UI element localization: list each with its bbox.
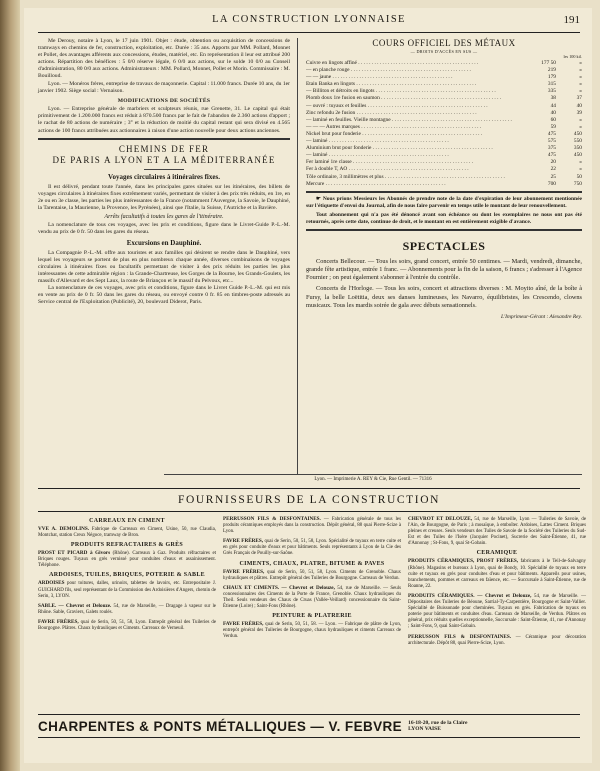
metal-price: » xyxy=(579,123,582,130)
metal-price: 40 xyxy=(576,102,582,109)
ad-category-heading: CIMENTS, CHAUX, PLATRE, BITUME & PAVES xyxy=(239,560,385,567)
metal-name: Etain Banka en lingots . . . xyxy=(306,81,526,88)
metal-price: 59 xyxy=(550,123,556,130)
paragraph: La nomenclature de tous ces voyages, avec les prix et conditions, figure dans le Livret-Guide P.-L.-M. vendu au prix de 0 fr. 50 dans les gares du réseau. xyxy=(38,221,290,235)
spectacles-heading: SPECTACLES xyxy=(402,238,486,253)
metal-row xyxy=(306,117,582,124)
metal-price: 350 xyxy=(573,145,582,152)
advertisement xyxy=(408,558,586,589)
advertisement-text: quai de Serin, 50, 51, 58, Lyon. Spécialité de tuyaux en terre cuite et en grès pour conduite d'eaux et pour bâtiments. Seuls représentants à Lyon de la Cie des Grès Français de Pouilly-sur-Saône. xyxy=(223,539,401,557)
metal-price: » xyxy=(579,166,582,173)
page-header xyxy=(38,14,580,30)
journal-title: LA CONSTRUCTION LYONNAISE xyxy=(212,14,406,25)
advertiser-name: PROST ET PICARD à Givors xyxy=(38,550,111,557)
metal-name: — ouvré : tuyaux et feuilles . . . xyxy=(306,103,526,110)
advertisement-text: pour toitures, dalles, urinoirs, tablettes de lavoirs, etc. Entrepositaire J. GUICHARD fils, seul représentant de la Commission des Ardoisières d'Angers, chemin de Serin, 3, LYON. xyxy=(38,581,216,599)
advertiser-name: PERRUSSON FILS & DESFONTAINES. xyxy=(408,633,512,640)
metal-name: Cuivre en lingots affiné . . . xyxy=(306,60,526,67)
advertisement-text: quai de Serin, 50, 51, 58, Lyon. Entrepôt général des Tuileries de Bourgogne. Plâtres. Chaux hydrauliques et Ciments. Carreaux de Verneuil. xyxy=(38,619,216,632)
spectacle-item: Concerts de l'Horloge. — Tous les soirs, concert et attractions diverses : M. Moyito aîné, de la boîte à Fursy, la belle Loëtitia, deux ses danses lumineuses, les Navarro, équilibristes, les Crescendo, clowns musicaux. Tous les mardis soirée de gala avec débuts sensationnels. xyxy=(306,285,582,309)
metal-price: 39 xyxy=(576,109,582,116)
advertiser-name: FAVRE FRÈRES, xyxy=(223,621,264,628)
section-heading: Voyages circulaires à itinéraires fixes. xyxy=(108,172,220,181)
paragraph: La Compagnie P.-L.-M. offre aux touristes et aux familles qui désirent se rendre dans le Dauphiné, vers lequel les voyageurs se portent de plus en plus nombreux chaque année, diverses combinaisons de voyages circulaires à itinéraires fixes ou facultatifs permettant de visiter à des prix réduits les parties les plus intéressantes de cette admirable région : la Grande-Chartreuse, les Gorges de la Bourne, les Grands-Goulets, les massifs d'Allevard et des Sept Laux, la route de Briançon et le massif du Pelvoux, etc... xyxy=(38,249,290,285)
paragraph: Il est délivré, pendant toute l'année, dans les principales gares situées sur les itinéraires, des billets de voyages circulaires à itinéraires fixes extrêmement variés, permettant de visiter à des prix très réduits, en 1re, en 2e ou en 3e classe, les parties les plus intéressantes de la France (notamment l'Auvergne, la Savoie, le Dauphiné, la Tarentaise, la Maurienne, la Provence, les Pyrénées), ainsi que l'Italie, la Suisse, l'Autriche et la Bavière. xyxy=(38,183,290,211)
metal-row xyxy=(306,124,582,131)
advertiser-name: ARDOISES xyxy=(38,580,65,587)
metal-price: 40 xyxy=(550,109,556,116)
metal-price: 20 xyxy=(550,159,556,166)
right-column xyxy=(306,38,582,320)
metal-row xyxy=(306,131,582,138)
metal-price: 22 xyxy=(550,166,556,173)
metal-price: » xyxy=(579,81,582,88)
metal-row xyxy=(306,159,582,166)
notice-text: Nous prions Messieurs les Abonnés de prendre note de la date d'expiration de leur abonnement mentionnée sur l'étiquette d'envoi du Journal, afin de nous faire parvenir en temps utile le montant de leur renouvellement. xyxy=(306,195,582,209)
advertisement-text: 54, rue de Marseille. — Seuls concessionnaires des Ciments de la Porte de France, Grenoble. Chaux hydrauliques du Theil. Seuls vendeurs des Chaux de Cruas (Vallée-Veillard) concessionnaire du Saint-Étienne (Loire) ; Saint-Fons (Rhône). xyxy=(223,585,401,610)
metal-price: 37 xyxy=(576,95,582,102)
metal-price: 315 xyxy=(547,81,556,88)
address-line: 16-18-20, rue de la Claire xyxy=(408,720,468,726)
printer-line: Lyon. — Imprimerie A. REY & Cie, Rue Gentil. — 71316 xyxy=(164,474,582,482)
metal-name: — — jaune . . . xyxy=(306,74,526,81)
metals-table xyxy=(306,60,582,188)
metal-price: 335 xyxy=(547,88,556,95)
section-heading: MODIFICATIONS DE SOCIÉTÉS xyxy=(117,98,211,105)
metal-price: 177 50 xyxy=(541,60,556,66)
divider xyxy=(144,169,184,170)
advertiser-name: PRODUITS CÉRAMIQUES. — Chevrot et Delouze, xyxy=(408,592,532,599)
advertisement-text: — Fabrication générale de tous les produits céramiques employés dans la construction. Dépôt général, 88 quai Pierre-Scize à Lyon. xyxy=(223,517,401,535)
metal-row xyxy=(306,103,582,110)
metal-name: — en planche rouge . . . xyxy=(306,67,526,74)
newspaper-page xyxy=(24,8,592,763)
left-column xyxy=(38,38,290,306)
hand-pointer-icon: ☛ xyxy=(316,195,323,202)
metal-price: » xyxy=(579,67,582,74)
advertiser-name: CHEVROT ET DELOUZE, xyxy=(408,516,473,522)
advertisement-text: 54, rue de Marseille. — Dépositaires des Tuileries de Béoune, Sarrial-Ty-Carpentière, Bourgogne et Saint-Vallier. Spécialité de Buissonade pour cheminées. Tuyaux en grès. Fabrication de tuyaux en poterie pour bâtiments et conduites d'eau. Carreaux de Marseille, de Verdun. Plâtres en général, prix réduits quelles exceptionnelle, Succursale : Saint-Étienne, 41, rue d'Annonay ; Saint-Fons, 9, quai Saint-Gobain. xyxy=(408,593,586,630)
advertisement xyxy=(38,619,216,632)
metal-price: » xyxy=(579,159,582,166)
advertisement-text: — Céramique pour décoration architecturale. Dépôt 88, quai Pierre-Scize, Lyon. xyxy=(408,634,587,646)
advertisement-text: 54, rue de Marseille, Lyon — Tuileries de Savoie, de l'Ain, de Bourgogne, de Paris ; à mosaïque, à emboîter. Ardoises, Lattes Ciment. Briques pleines et creuses. Seuls vendeurs des Tuiles de Savoie de la Société des Tuileries du Sud-Est et des Tuiles de l'Isère (Jacquier Pocinet), Sucrerie des Saint-Étienne, 41, rue d'Annonay ; St-Fons, 9, quai St-Gobain. xyxy=(408,517,586,547)
metal-price: 38 xyxy=(550,95,556,102)
metal-row xyxy=(306,145,582,152)
metal-row xyxy=(306,67,582,74)
metal-name: Aluminium brut pour fonderie . . . xyxy=(306,145,526,152)
column-divider xyxy=(297,38,298,474)
metal-price: 60 xyxy=(550,116,556,123)
metal-name: Zinc refondu 2e fusion . . . xyxy=(306,110,526,117)
subscription-notice-2: Tout abonnement qui n'a pas été dénoncé avant son échéance ou dont les exemplaires ne nous ont pas été retournés, après cette date, continue de droit, et le montant en est entièrement exigible d'avance. xyxy=(306,211,582,225)
metal-price: » xyxy=(579,116,582,123)
metal-row xyxy=(306,81,582,88)
metal-name: — laminé . . . xyxy=(306,138,526,145)
metals-subtitle: — DROITS D'ACCÈS EN SUS — xyxy=(410,49,478,54)
advertisement xyxy=(223,516,401,535)
subscription-notice xyxy=(306,196,582,210)
metal-name: Plomb doux 1re fusion en saumon . . . xyxy=(306,95,526,102)
paragraph: Lyon. — Entreprise générale de marbriers et sculpteurs réunis, rue Grenette, 31. Le capital qui était primitivement de 1.200.000 francs est réduit à 870.500 francs par le fait de l'abandon de 2.360 actions d'apport ; le rachat de 80 actions de numéraire ; 3° et la réduction de moitié du capital restant qui sera divisé en 4.565 actions de 100 francs attribuées aux actionnaires à raison d'une action nouvelle pour deux actions anciennes. xyxy=(38,106,290,134)
advertisement-text: Fabrique de Carreaux en Ciment, Usine, 50, rue Claudia, Montchat, station Creux Négoce, tramway de Bron. xyxy=(38,527,216,539)
advertisement xyxy=(223,585,401,610)
metal-row xyxy=(306,166,582,173)
unit-label: les 100 kil. xyxy=(563,54,582,59)
italic-note: Arrêts facultatifs à toutes les gares de l'itinéraire. xyxy=(104,213,224,220)
metal-row xyxy=(306,88,582,95)
advertisement-text: (Rhône). Carreaux à Gaz. Produits réfractaires et Briques rouges. Tuyaux en grès vernissé pour conduites d'eaux et assainissement. Téléphone. xyxy=(38,551,216,569)
advertisement xyxy=(38,526,216,539)
metal-price: 750 xyxy=(573,180,582,187)
advertiser-name: PERRUSSON FILS & DESFONTAINES. xyxy=(223,516,321,522)
metal-name: — laminé . . . xyxy=(306,152,526,159)
section-heading: Excursions en Dauphiné. xyxy=(126,238,202,247)
ads-column-2 xyxy=(223,516,401,643)
advertisement xyxy=(223,621,401,640)
metal-row xyxy=(306,174,582,181)
advertiser-name: CHAUX ET CIMENTS. — Chevrot et Delouze, xyxy=(223,584,335,591)
metal-name: Mercure . . . xyxy=(306,181,526,188)
divider xyxy=(306,191,582,193)
advertisement-text: 54, rue de Marseille, — Dragage à vapeur sur le Rhône. Sable, Graviers, Galets roulés. xyxy=(38,603,216,615)
metal-row xyxy=(306,60,582,67)
advertisement xyxy=(408,516,586,547)
metal-price: 475 xyxy=(547,152,556,159)
metal-price: 575 xyxy=(547,138,556,145)
metal-row xyxy=(306,74,582,81)
metal-price: 700 xyxy=(547,180,556,187)
paragraph: Me Derouy, notaire à Lyon, le 17 juin 1901. Objet : étude, obtention ou acquisition de concessions de tramways en chemins de fer, construction, exploitation, etc. Durée : 35 ans. Apports par MM. Pollard, Monnet et Pollet, des avantages afférents aux concessions, études, matériel, etc. En représentation il leur est attribué 200 actions. Répartition des bénéfices : 5 0/0 réserve légale, 6 0/0 aux actions, sur le solde 10 0/0 au Conseil d'administration, 80 0/0 aux actions. Administrateurs : MM. Pollard, Monnet, Pollet et Morin. Commissaire : M. Bouilloud. xyxy=(38,38,290,80)
metal-price: 375 xyxy=(547,145,556,152)
metal-price: » xyxy=(579,74,582,81)
spectacle-item: Concerts Bellecour. — Tous les soirs, grand concert, entrée 50 centimes. — Mardi, vendredi, dimanche, grande fête artistique, entrée 1 franc. — Abonnements pour la fin de la saison, 6 francs ; s'adresser à l'Agence Fournier ; on peut également s'abonner à l'entrée du contrôle. xyxy=(306,257,582,282)
paragraph: La nomenclature de ces voyages, avec prix et conditions, figure dans le Livret Guide P.-L.-M. qui est mis en vente au prix de 0 fr. 50 dans les gares du réseau, ou envoyé contre 0 fr. 85 en timbres-poste adressés au Service central de l'Exploitation (Publicité), 20, boulevard Diderot, Paris. xyxy=(38,285,290,306)
ad-category-heading: PEINTURE & PLATRERIE xyxy=(272,613,352,620)
metal-price: 475 xyxy=(547,130,556,137)
metal-row xyxy=(306,110,582,117)
ads-column-3 xyxy=(408,516,586,650)
advertisement-text: quai de Serin, 50, 51, 58. — Lyon. — Fabrique de plâtre de Lyon, entrepôt général des Tuileries de Bourgogne, chaux hydrauliques et ciments Carreaux de Verdun. xyxy=(223,622,401,640)
advertiser-name: PRODUITS CÉRAMIQUES, PROST FRÈRES, xyxy=(408,558,519,565)
advertisement xyxy=(408,634,586,647)
ads-column-1 xyxy=(38,516,216,635)
metal-name: Tôle ordinaire, 3 millimètres et plus . . . xyxy=(306,174,526,181)
advertisement xyxy=(38,603,216,616)
metal-row xyxy=(306,95,582,102)
advertiser-name: FAVRE FRÈRES, xyxy=(38,618,79,625)
metal-name: Fer laminé 1re classe . . . xyxy=(306,159,526,166)
advertisement-text: quai de Serin, 50, 51, 58, Lyon. Ciments de Grenoble. Chaux hydrauliques et plâtres. Entrepôt général des Tuileries de Bourgogne. Carreaux de Verdun. xyxy=(223,569,401,581)
metal-name: — — — Autres marques . . . xyxy=(306,124,526,131)
ad-category-heading: CARREAUX EN CIMENT xyxy=(89,518,165,524)
advertisement xyxy=(38,550,216,569)
metals-title: COURS OFFICIEL DES MÉTAUX xyxy=(372,38,516,48)
advertisement xyxy=(38,580,216,599)
ad-category-heading: PRODUITS REFRACTAIRES & GRÈS xyxy=(70,542,184,549)
metal-price: 44 xyxy=(550,102,556,109)
metal-price: 25 xyxy=(550,173,556,180)
ad-category-heading: ARDOISES, TUILES, BRIQUES, POTERIE & SABLE xyxy=(49,572,205,579)
metal-price: 179 xyxy=(547,74,556,81)
advertisement xyxy=(223,569,401,582)
book-spine xyxy=(0,0,20,771)
advertiser-name: VVE A. DEMOLINS. xyxy=(38,526,90,532)
metal-price: 550 xyxy=(573,138,582,145)
metal-name: Nickel brut pour fonderie . . . xyxy=(306,131,526,138)
metal-price: 450 xyxy=(573,152,582,159)
advertisement-text: fabricants à le Teil-de-Salvagny (Rhône). Magasins et bureaux à Lyon, quai de Bondy, 10. Spécialité de tuyaux en terre cuite et tuyaux en grès pour conduites d'eau et pour bâtiments. Appareils pour usines, branchements, pommes et carreaux en faïence, etc. — Succursale à Saint-Étienne, rue de Roanne, 22. xyxy=(408,559,587,589)
address-city: LYON VAISE xyxy=(408,726,441,732)
metal-row xyxy=(306,181,582,188)
metal-price: 50 xyxy=(576,173,582,180)
metal-price: » xyxy=(579,88,582,95)
advertiser-name: FAVRE FRÈRES, xyxy=(223,538,264,545)
advertiser-name: SABLE. — Chevrot et Delouze. xyxy=(38,602,112,609)
advertisement xyxy=(408,593,586,631)
section-rule xyxy=(38,488,580,489)
metal-price: 450 xyxy=(573,130,582,137)
divider xyxy=(38,138,290,140)
metal-name: — laminé en feuilles. Vieille montagne . . . xyxy=(306,117,526,124)
divider xyxy=(306,229,582,231)
advertisement xyxy=(223,538,401,557)
metal-row xyxy=(306,152,582,159)
railway-subtitle: DE PARIS A LYON ET A LA MÉDITERRANÉE xyxy=(52,154,276,165)
page-number: 191 xyxy=(563,14,580,26)
printer-signature: L'Imprimeur-Gérant : Alexandre Rey. xyxy=(501,313,582,320)
metal-price: » xyxy=(579,60,582,66)
railway-title: CHEMINS DE FER xyxy=(118,143,210,154)
advertiser-name: FAVRE FRÈRES, xyxy=(223,568,265,575)
bottom-advertisement xyxy=(38,714,580,738)
header-rule xyxy=(38,32,580,33)
bottom-ad-address xyxy=(408,720,467,732)
section-rule xyxy=(38,511,580,512)
metal-price: 219 xyxy=(547,67,556,74)
ad-category-heading: CERAMIQUE xyxy=(476,550,518,557)
suppliers-heading: FOURNISSEURS DE LA CONSTRUCTION xyxy=(177,494,441,506)
paragraph: Lyon. — Monéros frères, entreprise de travaux de maçonnerie. Capital : 11.000 francs. Durée 10 ans, du 1er janvier 1902. Siège social : Vernaison. xyxy=(38,81,290,95)
metal-name: — Billiton et détroits en lingots . . . xyxy=(306,88,526,95)
metal-name: Fer à double T, AO . . . xyxy=(306,166,526,173)
bottom-ad-main: CHARPENTES & PONTS MÉTALLIQUES — V. FEBVRE xyxy=(38,718,403,734)
metal-row xyxy=(306,138,582,145)
